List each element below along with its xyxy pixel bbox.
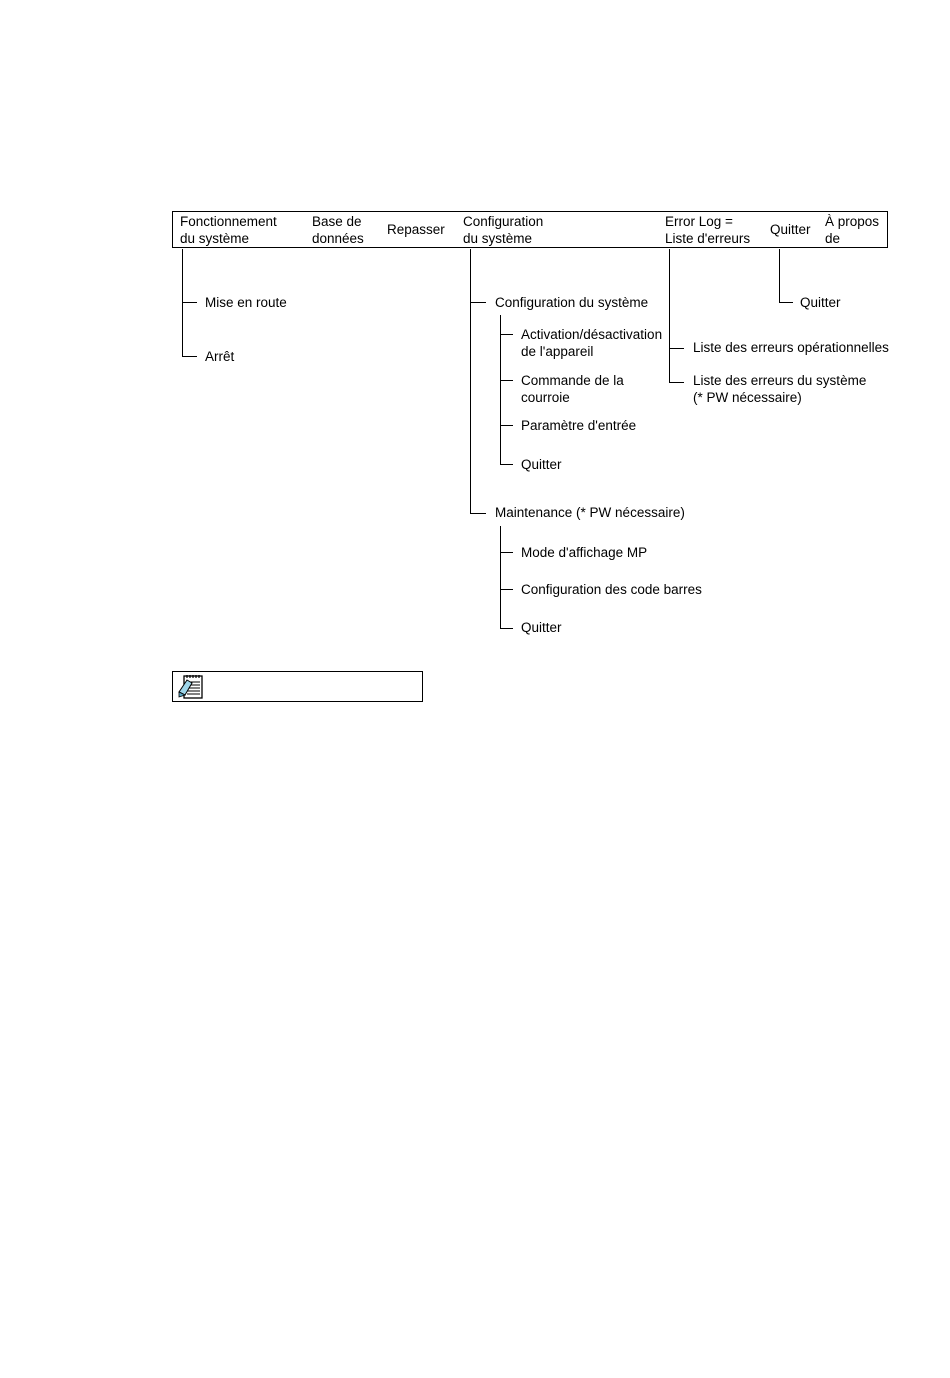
item-configuration-systeme[interactable]: Configuration du système: [495, 295, 649, 310]
menu-base-line1: Base de: [312, 214, 362, 229]
tree-line-errorlog: [669, 249, 670, 382]
item-commande-line2: courroie: [521, 389, 570, 405]
tree-tick-config: [470, 302, 486, 303]
item-maintenance-quitter[interactable]: Quitter: [521, 620, 562, 635]
menu-configuration[interactable]: [463, 214, 543, 247]
item-arret[interactable]: Arrêt: [205, 349, 235, 364]
item-erreurs-systeme-line2: (* PW nécessaire): [693, 389, 802, 405]
menu-error-log-line1: Error Log =: [665, 214, 733, 229]
tree-line-quitter: [779, 249, 780, 302]
item-erreurs-systeme[interactable]: [693, 373, 866, 406]
tree-tick-activation: [500, 334, 513, 335]
menu-a-propos-line2: de: [825, 230, 841, 246]
item-erreurs-operationnelles[interactable]: Liste des erreurs opérationnelles: [693, 340, 889, 355]
menu-error-log[interactable]: [665, 214, 750, 247]
menu-fonctionnement-line1: Fonctionnement: [180, 214, 277, 229]
tree-tick-parametre: [500, 425, 513, 426]
tree-line-maintenance-sub: [500, 526, 501, 628]
menu-repasser[interactable]: Repasser: [387, 222, 445, 237]
tree-tick-code-barres: [500, 589, 513, 590]
notepad-icon: [178, 674, 206, 703]
tree-tick-operationnelles: [669, 348, 684, 349]
item-commande-line1: Commande de la: [521, 373, 624, 388]
menu-configuration-line1: Configuration: [463, 214, 544, 229]
menu-configuration-line2: du système: [463, 230, 533, 246]
item-activation-line1: Activation/désactivation: [521, 327, 663, 342]
menu-fonctionnement-line2: du système: [180, 230, 250, 246]
menu-error-log-line2: Liste d'erreurs: [665, 230, 751, 246]
menu-base-line2: données: [312, 230, 364, 246]
tree-tick-maintenance: [470, 513, 486, 514]
tree-tick-commande: [500, 380, 513, 381]
tree-tick-arret: [182, 356, 197, 357]
tree-line-configuration: [470, 249, 471, 514]
item-parametre-entree[interactable]: Paramètre d'entrée: [521, 418, 637, 433]
menu-a-propos[interactable]: [825, 214, 879, 247]
tree-tick-systeme: [669, 382, 684, 383]
item-quitter[interactable]: Quitter: [800, 295, 841, 310]
item-erreurs-systeme-line1: Liste des erreurs du système: [693, 373, 867, 388]
item-maintenance[interactable]: Maintenance (* PW nécessaire): [495, 505, 685, 520]
menu-quitter[interactable]: Quitter: [770, 222, 811, 237]
item-activation-line2: de l'appareil: [521, 343, 594, 359]
menu-base-donnees[interactable]: [312, 214, 364, 247]
menu-a-propos-line1: À propos: [825, 214, 880, 229]
item-activation[interactable]: [521, 327, 662, 360]
item-mise-en-route[interactable]: Mise en route: [205, 295, 287, 310]
tree-tick-mode: [500, 552, 513, 553]
item-config-quitter[interactable]: Quitter: [521, 457, 562, 472]
item-code-barres[interactable]: Configuration des code barres: [521, 582, 702, 597]
note-box: [172, 671, 423, 702]
tree-tick-mise-en-route: [182, 302, 197, 303]
tree-tick-maint-quitter: [500, 628, 513, 629]
tree-tick-config-quitter: [500, 464, 513, 465]
tree-line-config-sub: [500, 315, 501, 464]
menu-fonctionnement[interactable]: [180, 214, 277, 247]
tree-tick-quitter: [779, 302, 793, 303]
item-commande-courroie[interactable]: [521, 373, 624, 406]
item-mode-affichage[interactable]: Mode d'affichage MP: [521, 545, 648, 560]
